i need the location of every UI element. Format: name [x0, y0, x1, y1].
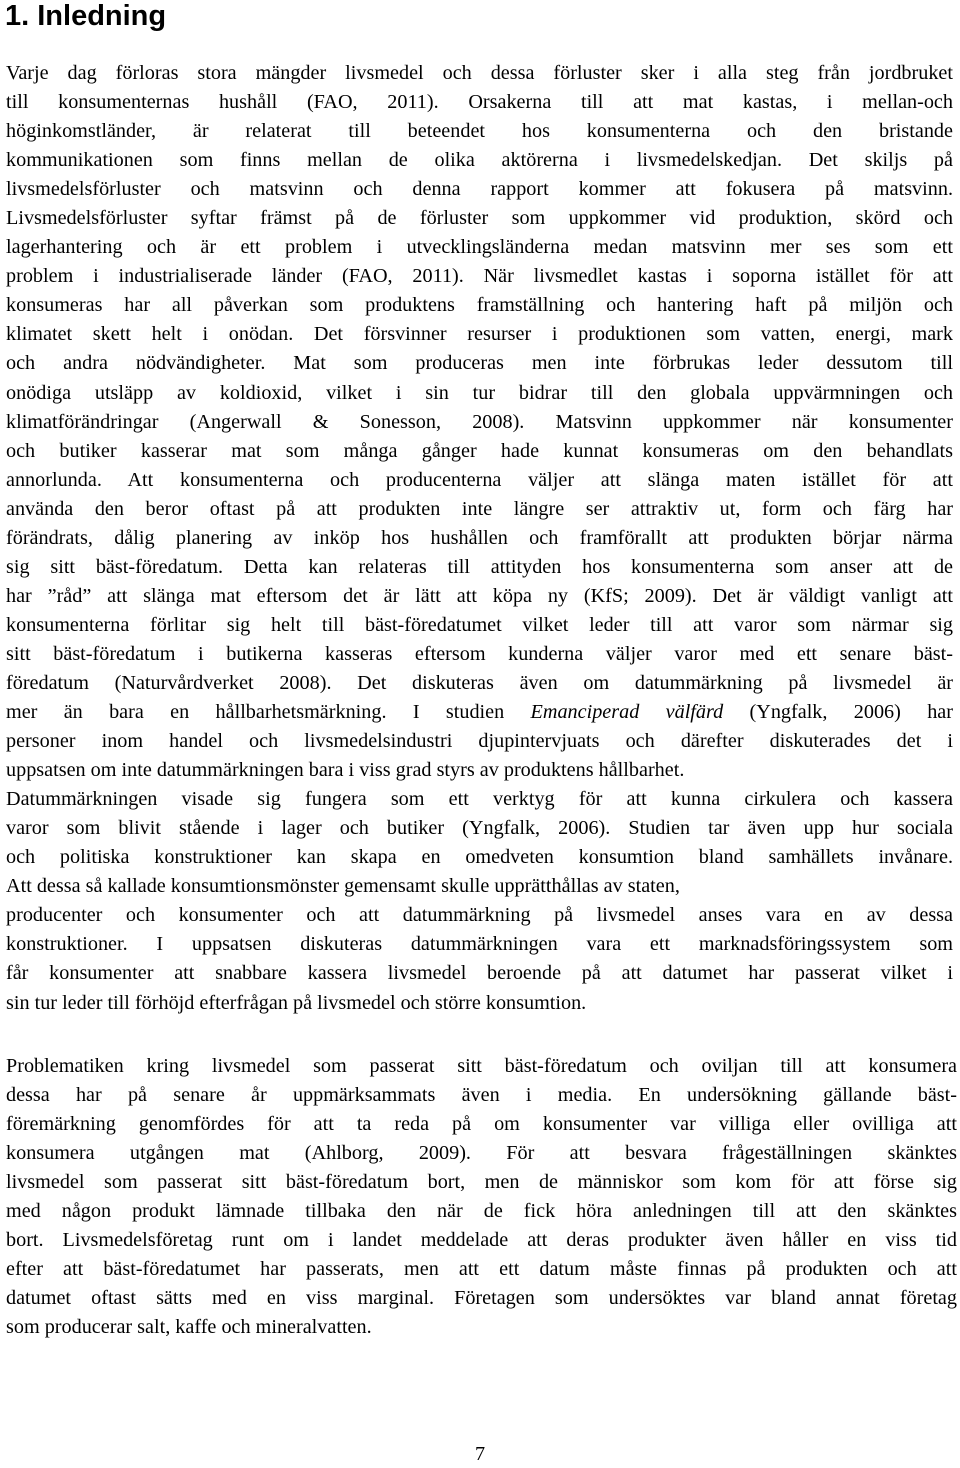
text-line: konsumera utgången mat (Ahlborg, 2009). För att besvara frågeställningen skänktes	[6, 1142, 957, 1165]
text-line: varor som blivit stående i lager och butiker (Yngfalk, 2006). Studien tar även upp hur sociala	[6, 817, 953, 840]
text-line: bort. Livsmedelsföretag runt om i landet meddelade att deras produkter även håller en viss tid	[6, 1229, 957, 1252]
text-line: klimatet skett helt i onödan. Det försvinner resurser i produktionen som vatten, energi, mark	[6, 323, 953, 346]
study-title: Emanciperad välfärd	[530, 701, 724, 724]
text-line: producenter och konsumenter och att datummärkning på livsmedel anses vara en av dessa	[6, 904, 953, 927]
text-segment: (Yngfalk, 2006) har	[723, 701, 953, 724]
text-line: annorlunda. Att konsumenterna och producenterna väljer att slänga maten istället för att	[6, 468, 953, 491]
text-line-with-title	[6, 698, 953, 727]
text-line: får konsumenter att snabbare kassera livsmedel beroende på att datumet har passerat vilket i	[6, 962, 953, 985]
text-line: konstruktioner. I uppsatsen diskuteras datummärkningen vara ett marknadsföringssystem som	[6, 933, 953, 956]
text-line: Problematiken kring livsmedel som passerat sitt bäst-föredatum och oviljan till att konsumera	[6, 1055, 957, 1077]
text-line: och andra nödvändigheter. Mat som produceras men inte förbrukas leder dessutom till	[6, 352, 953, 375]
text-line: sig sitt bäst-föredatum. Detta kan relateras till attityden hos konsumenterna som anser att de	[6, 555, 953, 578]
text-line: Varje dag förloras stora mängder livsmedel och dessa förluster sker i alla steg från jordbruket	[6, 62, 953, 84]
text-line: som producerar salt, kaffe och mineralvatten.	[6, 1316, 372, 1339]
text-line: och butiker kasserar mat som många gånger hade kunnat konsumeras om den behandlats	[6, 439, 953, 462]
text-line: kommunikationen som finns mellan de olika aktörerna i livsmedelskedjan. Det skiljs på	[6, 149, 953, 172]
text-line: med någon produkt lämnade tillbaka den när de fick höra anledningen till att den skänktes	[6, 1200, 957, 1223]
text-line: föredatum (Naturvårdverket 2008). Det diskuteras även om datummärkning på livsmedel är	[6, 671, 953, 694]
section-heading: 1. Inledning	[5, 0, 167, 32]
text-line: sitt bäst-föredatum i butikerna kasseras eftersom kunderna väljer varor med ett senare bäst-	[6, 642, 953, 665]
text-line: höginkomstländer, är relaterat till beteendet hos konsumenterna och den bristande	[6, 120, 953, 143]
text-line: och politiska konstruktioner kan skapa en omedveten konsumtion bland samhällets invånare.	[6, 846, 953, 869]
text-line: Livsmedelsförluster syftar främst på de förluster som uppkommer vid produktion, skörd och	[6, 207, 953, 230]
text-line: onödiga utsläpp av koldioxid, vilket i sin tur bidrar till den globala uppvärmningen och	[6, 381, 953, 404]
text-line: personer inom handel och livsmedelsindustri djupintervjuats och därefter diskuterades det i	[6, 730, 953, 753]
text-line: datumet oftast sätts med en viss marginal. Företagen som undersöktes var bland annat företag	[6, 1287, 957, 1310]
text-line: förändrats, dålig planering av inköp hos hushållen och framförallt att produkten börjar närma	[6, 526, 953, 549]
text-segment: mer än bara en hållbarhetsmärkning. I studien	[6, 701, 531, 724]
text-line: använda den beror oftast på att produkten inte längre ser attraktiv ut, form och färg har	[6, 497, 953, 520]
text-line: föremärkning genomfördes för att ta reda på om konsumenter var villiga eller ovilliga att	[6, 1113, 957, 1136]
text-line: Att dessa så kallade konsumtionsmönster gemensamt skulle upprätthållas av staten,	[6, 875, 680, 898]
text-line: har ”råd” att slänga mat eftersom det är lätt att köpa ny (KfS; 2009). Det är väldigt vanligt att	[6, 584, 953, 607]
text-line: lagerhantering och är ett problem i utvecklingsländerna medan matsvinn mer ses som ett	[6, 236, 953, 259]
text-line: konsumeras har all påverkan som produktens framställning och hantering haft på miljön och	[6, 294, 953, 317]
text-line: uppsatsen om inte datummärkningen bara i viss grad styrs av produktens hållbarhet.	[6, 759, 685, 782]
text-line: problem i industrialiserade länder (FAO, 2011). När livsmedlet kastas i soporna istället för att	[6, 265, 953, 288]
text-line: Datummärkningen visade sig fungera som ett verktyg för att kunna cirkulera och kassera	[6, 788, 953, 811]
text-line: klimatförändringar (Angerwall & Sonesson, 2008). Matsvinn uppkommer när konsumenter	[6, 410, 953, 433]
text-line: livsmedel som passerat sitt bäst-föredatum bort, men de människor som kom för att förse sig	[6, 1171, 957, 1194]
page-number: 7	[474, 1443, 486, 1465]
paragraph-1	[6, 59, 953, 1018]
text-line: sin tur leder till förhöjd efterfrågan på livsmedel och större konsumtion.	[6, 991, 587, 1014]
paragraph-2	[6, 1052, 957, 1342]
text-line: efter att bäst-föredatumet har passerats, men att ett datum måste finnas på produkten och att	[6, 1258, 957, 1281]
text-line: dessa har på senare år uppmärksammats även i media. En undersökning gällande bäst-	[6, 1084, 957, 1107]
text-line: livsmedelsförluster och matsvinn och denna rapport kommer att fokusera på matsvinn.	[6, 178, 953, 201]
text-line: till konsumenternas hushåll (FAO, 2011). Orsakerna till att mat kastas, i mellan-och	[6, 91, 953, 114]
text-line: konsumenterna förlitar sig helt till bäst-föredatumet vilket leder till att varor som närmar sig	[6, 613, 953, 636]
